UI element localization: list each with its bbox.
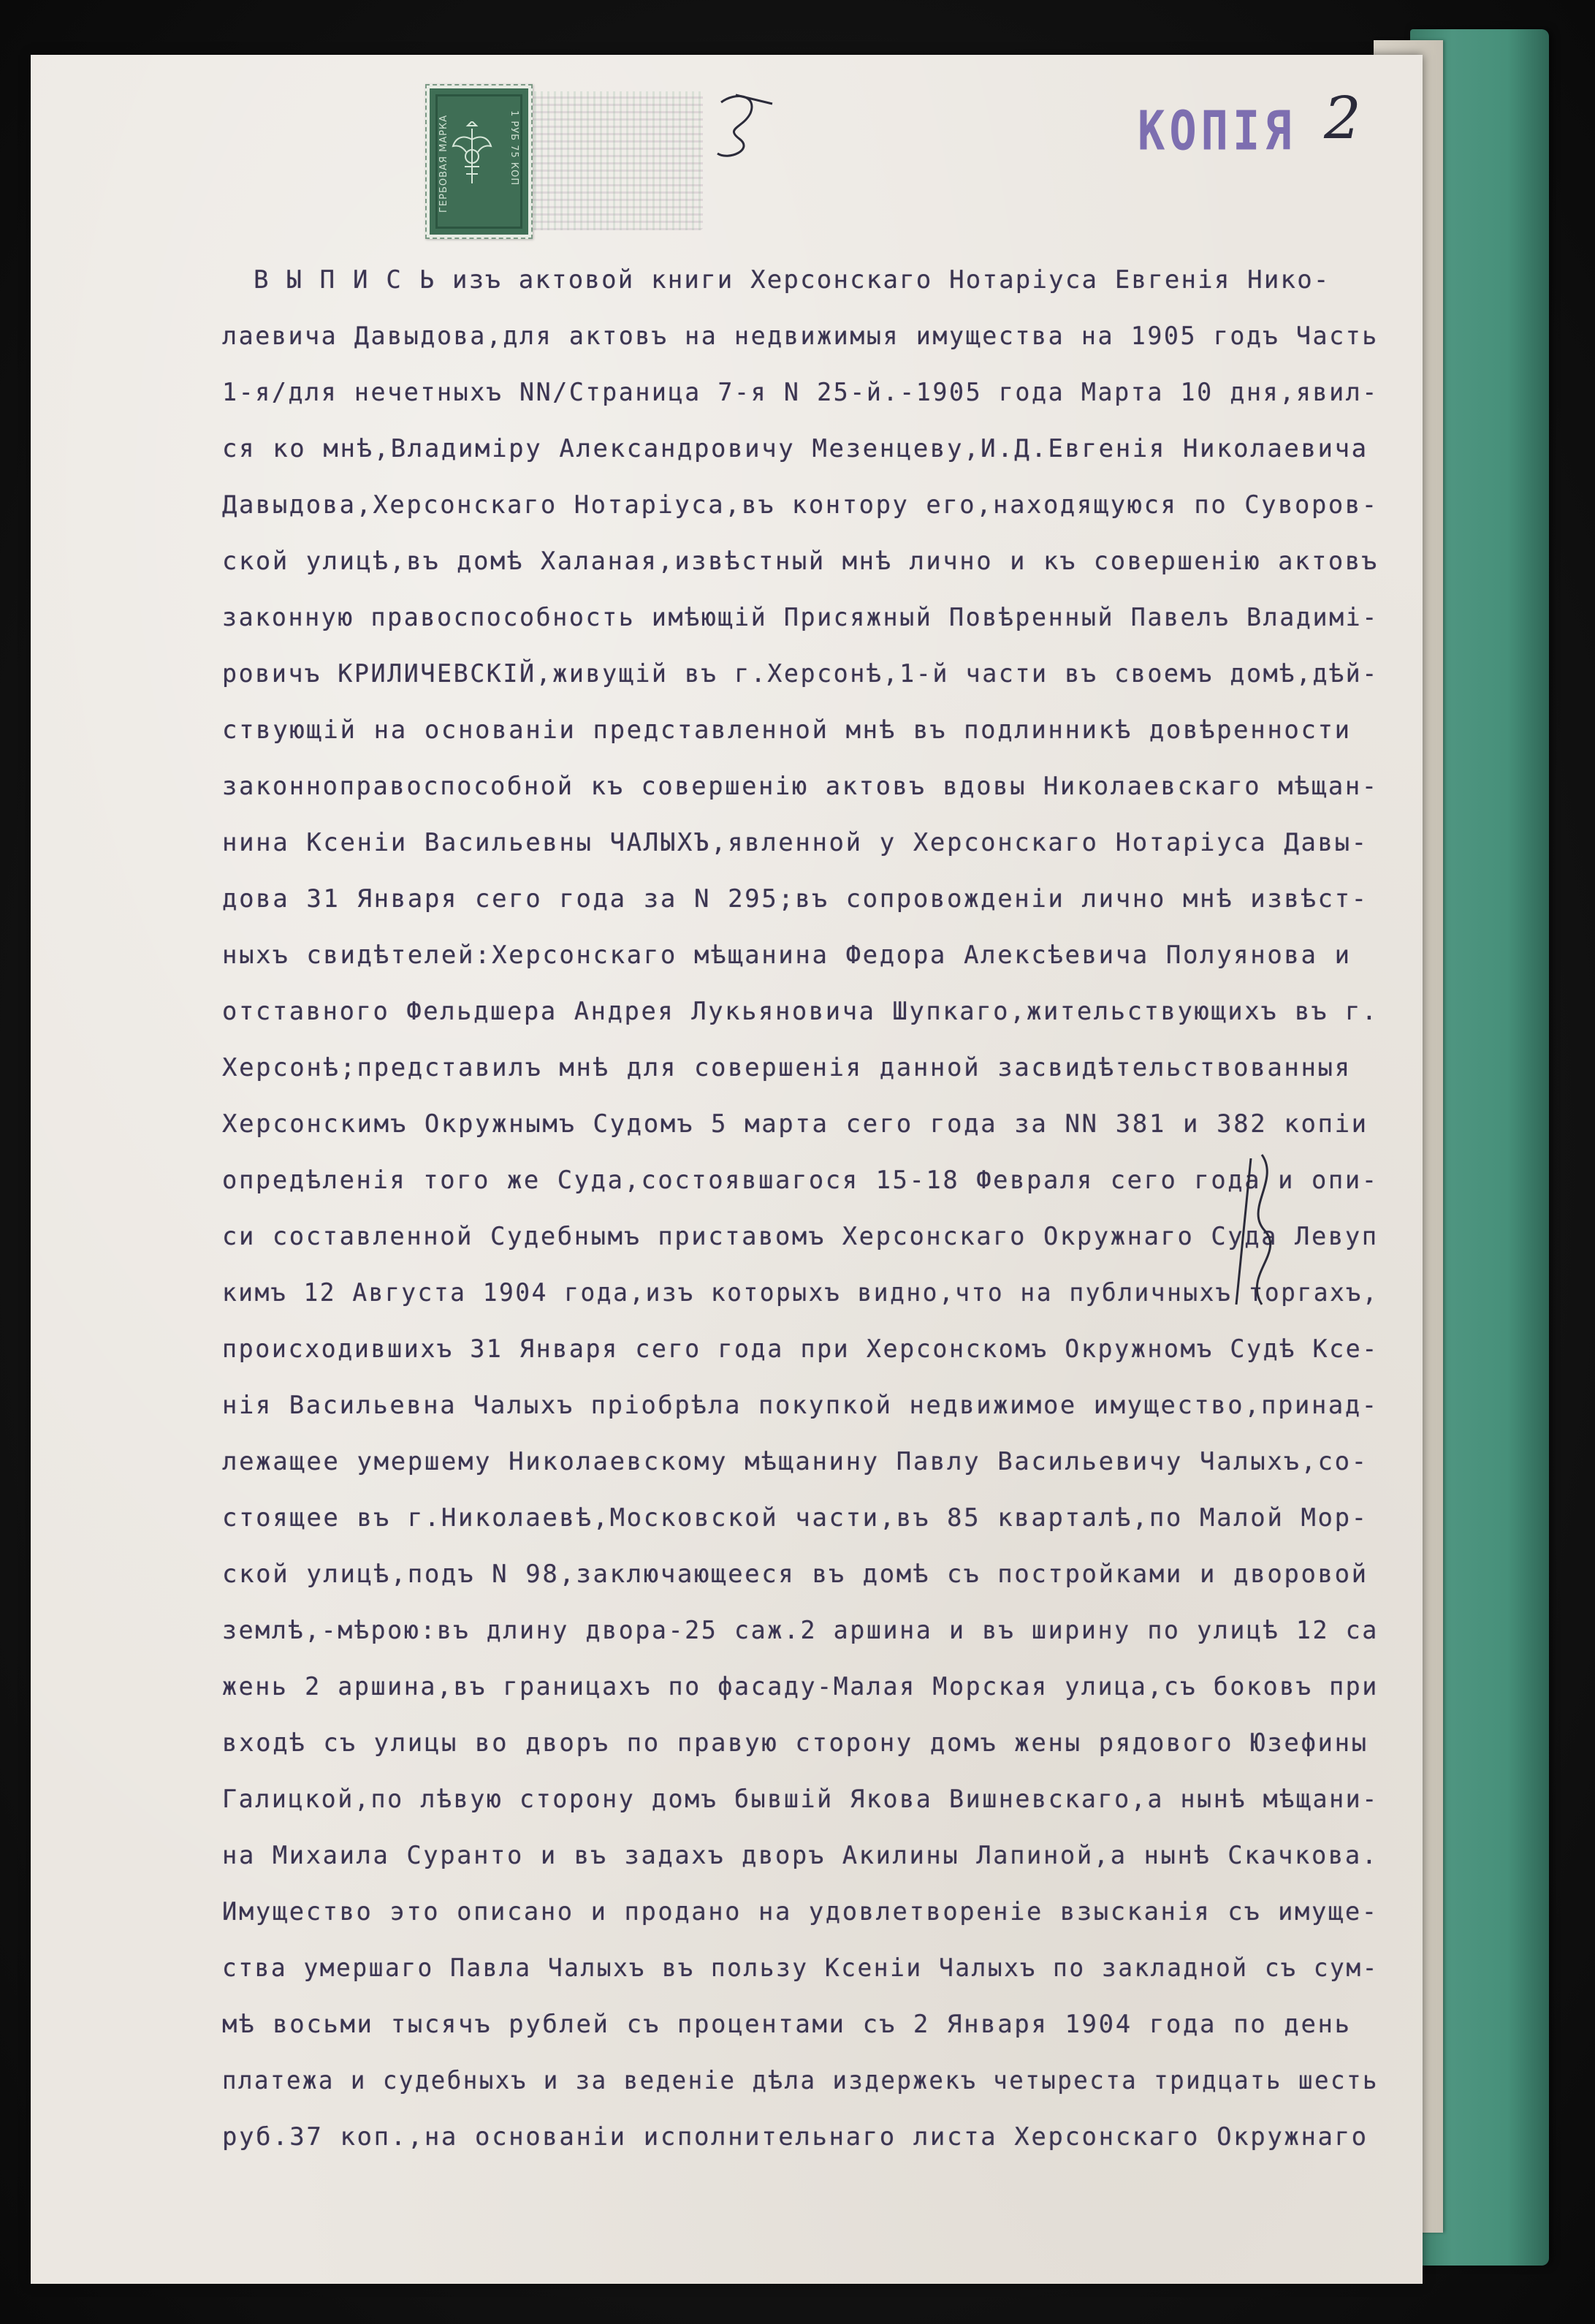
- text-line: 1-я/для нечетныхъ NN/Страница 7-я N 25-й.-1905 года Марта 10 дня,явил-: [222, 378, 1379, 407]
- text-line: лаевича Давыдова,для актовъ на недвижимыя имущества на 1905 годъ Часть: [222, 322, 1379, 351]
- text-line: Имущество это описано и продано на удовлетвореніе взысканія съ имуще-: [222, 1897, 1379, 1926]
- text-line: ныхъ свидѣтелей:Херсонскаго мѣщанина Федора Алексѣевича Полуянова и: [222, 941, 1352, 970]
- text-line: Давыдова,Херсонскаго Нотаріуса,въ контору его,находящуюся по Суворов-: [222, 490, 1379, 520]
- typewritten-body: [31, 55, 1423, 2284]
- text-line: нія Васильевна Чалыхъ пріобрѣла покупкой недвижимое имущество,принад-: [222, 1391, 1379, 1420]
- text-line: платежа и судебныхъ и за веденіе дѣла издержекъ четыреста тридцать шесть: [222, 2066, 1379, 2095]
- page-number: 2: [1324, 84, 1361, 152]
- text-line: ровичъ КРИЛИЧЕВСКІЙ,живущій въ г.Херсонѣ,1-й части въ своемъ домѣ,дѣй-: [222, 659, 1379, 688]
- text-line: ства умершаго Павла Чалыхъ въ пользу Ксеніи Чалыхъ по закладной съ сум-: [222, 1953, 1379, 1983]
- revenue-stamp-label-left: ГЕРБОВАЯ МАРКА: [438, 114, 449, 213]
- text-line: мѣ восьми тысячъ рублей съ процентами съ 2 Января 1904 года по день: [222, 2010, 1352, 2039]
- text-line: кимъ 12 Августа 1904 года,изъ которыхъ видно,что на публичныхъ торгахъ,: [222, 1278, 1379, 1307]
- text-line: отставного Фельдшера Андрея Лукьяновича Шупкаго,жительствующихъ въ г.: [222, 997, 1379, 1026]
- text-line: землѣ,-мѣрою:въ длину двора-25 саж.2 аршина и въ ширину по улицѣ 12 са: [222, 1616, 1379, 1645]
- text-line: ской улицѣ,подъ N 98,заключающееся въ домѣ съ постройками и дворовой: [222, 1560, 1368, 1589]
- handwritten-margin-mark: [1222, 1151, 1287, 1312]
- text-line: нина Ксеніи Васильевны ЧАЛЫХЪ,явленной у Херсонскаго Нотаріуса Давы-: [222, 828, 1368, 857]
- text-line: руб.37 коп.,на основаніи исполнительнаго листа Херсонскаго Окружнаго: [222, 2122, 1368, 2152]
- text-line: ствующій на основаніи представленной мнѣ въ подлинникѣ довѣренности: [222, 715, 1352, 745]
- text-line: ся ко мнѣ,Владиміру Александровичу Мезенцеву,И.Д.Евгенія Николаевича: [222, 434, 1368, 463]
- text-line: законноправоспособной къ совершенію актовъ вдовы Николаевскаго мѣщан-: [222, 772, 1379, 801]
- text-line: дова 31 Января сего года за N 295;въ сопровожденіи лично мнѣ извѣст-: [222, 884, 1368, 914]
- text-line: си составленной Судебнымъ приставомъ Херсонскаго Окружнаго Суда Левуп: [222, 1222, 1379, 1251]
- text-line: происходившихъ 31 Января сего года при Херсонскомъ Окружномъ Судѣ Ксе-: [222, 1334, 1379, 1364]
- text-line: Херсонскимъ Окружнымъ Судомъ 5 марта сего года за NN 381 и 382 копіи: [222, 1109, 1368, 1139]
- text-line: Херсонѣ;представилъ мнѣ для совершенія данной засвидѣтельствованныя: [222, 1053, 1352, 1082]
- text-line: опредѣленія того же Суда,состоявшагося 15-18 Февраля сего года и опи-: [222, 1166, 1379, 1195]
- text-line: входѣ съ улицы во дворъ по правую сторону домъ жены рядового Юзефины: [222, 1728, 1368, 1758]
- text-line: стоящее въ г.Николаевѣ,Московской части,въ 85 кварталѣ,по Малой Мор-: [222, 1503, 1368, 1533]
- text-line: Галицкой,по лѣвую сторону домъ бывшій Якова Вишневскаго,а нынѣ мѣщани-: [222, 1785, 1379, 1814]
- text-line: ской улицѣ,въ домѣ Халаная,извѣстный мнѣ лично и къ совершенію актовъ: [222, 547, 1379, 576]
- document-page: [31, 55, 1423, 2284]
- text-line: на Михаила Суранто и въ задахъ дворъ Акилины Лапиной,а нынѣ Скачкова.: [222, 1841, 1379, 1870]
- text-line: законную правоспособность имѣющій Присяжный Повѣренный Павелъ Владимі-: [222, 603, 1379, 632]
- revenue-stamp-label-right: 1 РУБ 75 КОП: [509, 110, 519, 186]
- text-line: жень 2 аршина,въ границахъ по фасаду-Малая Морская улица,съ боковъ при: [222, 1672, 1379, 1701]
- text-line: В Ы П И С Ь изъ актовой книги Херсонскаго Нотаріуса Евгенія Нико-: [254, 265, 1331, 295]
- text-line: лежащее умершему Николаевскому мѣщанину Павлу Васильевичу Чалыхъ,со-: [222, 1447, 1368, 1476]
- copy-stamp: КОПIЯ: [1138, 99, 1296, 163]
